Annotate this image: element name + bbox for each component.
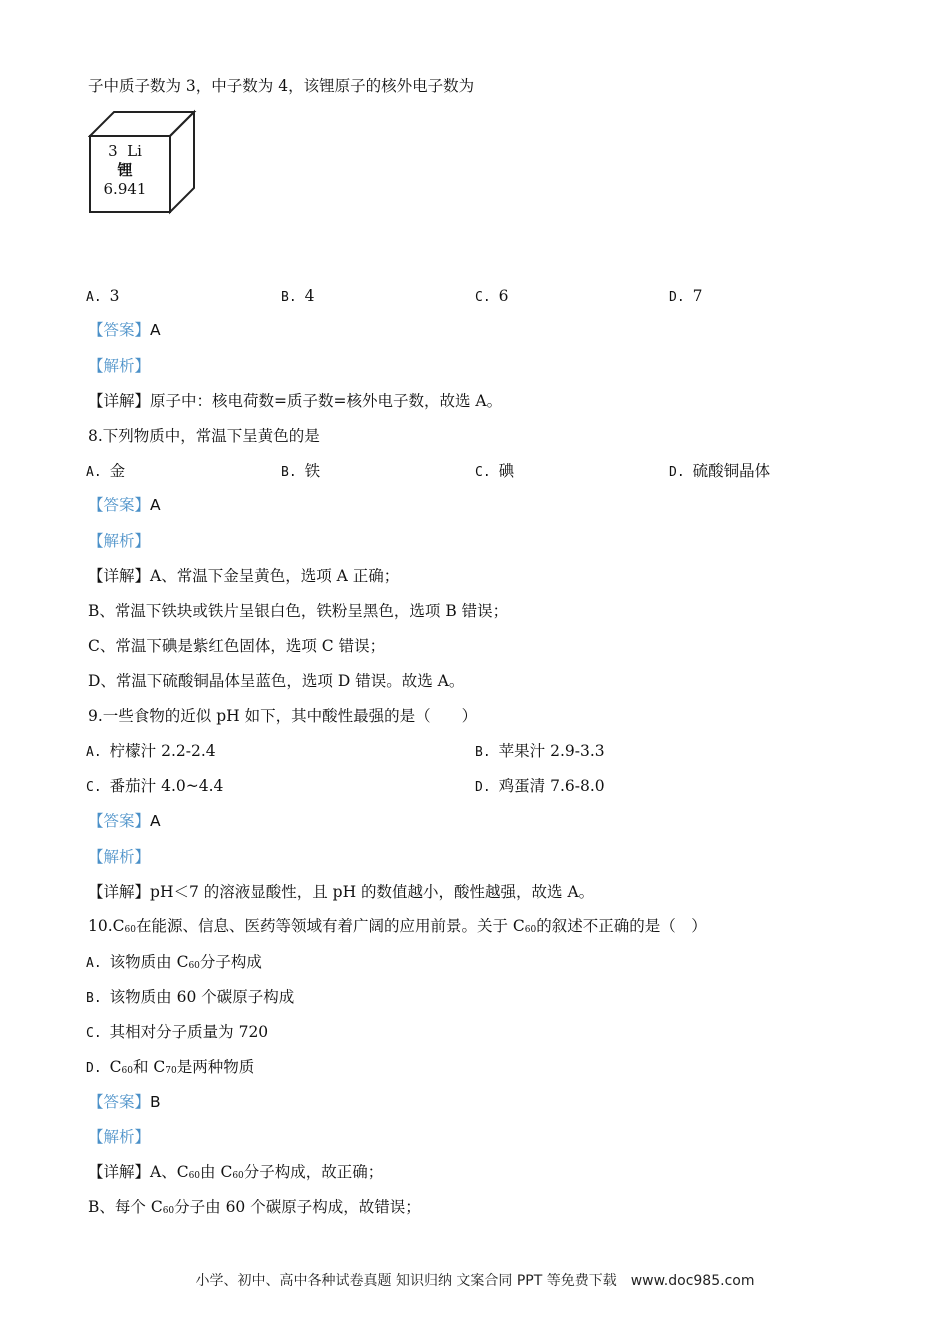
- element-mass: 6.941: [103, 180, 147, 198]
- q8-option-d: D. 硫酸铜晶体: [669, 462, 771, 480]
- q7-option-b: B. 4: [281, 287, 315, 305]
- q9-detail: 【详解】pH＜7 的溶液显酸性，且 pH 的数值越小，酸性越强，故选 A。: [88, 883, 595, 901]
- q7-option-d: D. 7: [669, 287, 703, 305]
- element-card-text: [92, 142, 158, 199]
- q10-option-b: B. 该物质由 60 个碳原子构成: [86, 988, 295, 1006]
- q7-option-a: A. 3: [86, 287, 120, 305]
- q8-analysis-label: 【解析】: [88, 532, 151, 550]
- page-footer: 小学、初中、高中各种试卷真题 知识归纳 文案合同 PPT 等免费下载 www.doc985.com: [195, 1273, 755, 1289]
- q8-stem: 8.下列物质中，常温下呈黄色的是: [88, 427, 320, 445]
- q10-option-d: D. $C_{60}$和 $C_{70}$是两种物质: [86, 1058, 255, 1076]
- q10-detail-b: B、每个 $C_{60}$分子由 60 个碳原子构成，故错误；: [88, 1198, 421, 1216]
- q8-detail: 【详解】A、常温下金呈黄色，选项 A 正确；: [88, 567, 400, 585]
- q8-option-c: C. 碘: [475, 462, 515, 480]
- q9-stem: 9.一些食物的近似 pH 如下，其中酸性最强的是（ ）: [88, 707, 478, 725]
- q7-answer: 【答案】A: [88, 321, 161, 339]
- q7-analysis-label: 【解析】: [88, 357, 151, 375]
- q7-detail: 【详解】原子中：核电荷数=质子数=核外电子数，故选 A。: [88, 392, 503, 410]
- q10-option-c: C. 其相对分子质量为 720: [86, 1023, 269, 1041]
- q10-stem: $10.C_{60}$在能源、信息、医药等领域有着广阔的应用前景。关于 $C_{60}$的叙述不正确的是（ ）: [88, 917, 707, 935]
- q9-option-c: C. 番茄汁 4.0~4.4: [86, 777, 224, 795]
- intro-line: 子中质子数为 3，中子数为 4，该锂原子的核外电子数为: [88, 77, 475, 95]
- q10-option-a: A. 该物质由 $C_{60}$分子构成: [86, 953, 262, 971]
- q8-detail-d: D、常温下硫酸铜晶体呈蓝色，选项 D 错误。故选 A。: [88, 672, 465, 690]
- q10-answer: 【答案】B: [88, 1093, 161, 1111]
- q8-detail-b: B、常温下铁块或铁片呈银白色，铁粉呈黑色，选项 B 错误；: [88, 602, 509, 620]
- q10-detail: 【详解】A、$C_{60}$由 $C_{60}$分子构成，故正确；: [88, 1163, 384, 1181]
- q9-analysis-label: 【解析】: [88, 848, 151, 866]
- q9-option-d: D. 鸡蛋清 7.6-8.0: [475, 777, 605, 795]
- q7-option-c: C. 6: [475, 287, 509, 305]
- q10-analysis-label: 【解析】: [88, 1128, 151, 1146]
- q8-option-b: B. 铁: [281, 462, 321, 480]
- q8-answer: 【答案】A: [88, 496, 161, 514]
- element-name: 锂: [117, 161, 133, 179]
- element-number: 3: [108, 142, 118, 160]
- element-symbol: Li: [127, 142, 142, 160]
- q9-option-b: B. 苹果汁 2.9-3.3: [475, 742, 605, 760]
- q8-detail-c: C、常温下碘是紫红色固体，选项 C 错误；: [88, 637, 386, 655]
- q9-answer: 【答案】A: [88, 812, 161, 830]
- q8-option-a: A. 金: [86, 462, 126, 480]
- q9-option-a: A. 柠檬汁 2.2-2.4: [86, 742, 216, 760]
